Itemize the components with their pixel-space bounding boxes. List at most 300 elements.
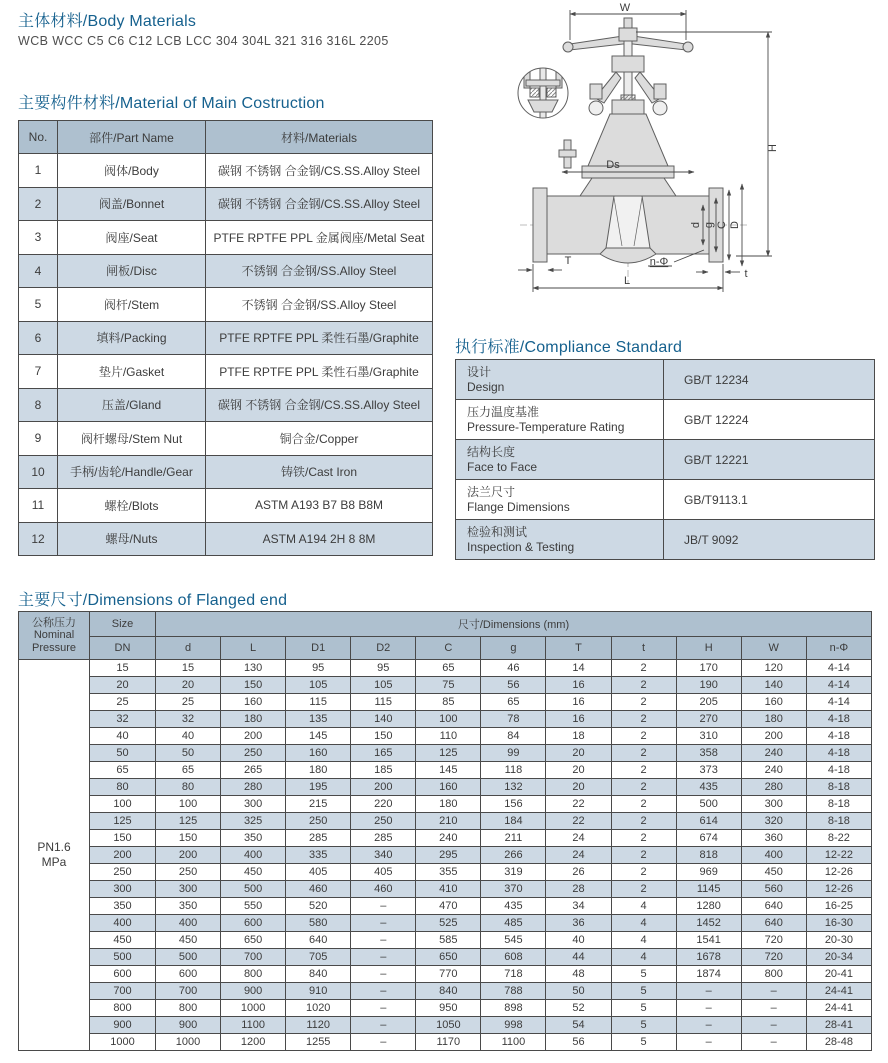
cell: 500	[221, 881, 286, 898]
cell: 319	[481, 864, 546, 881]
cell: 40	[90, 728, 156, 745]
cell: 65	[156, 762, 221, 779]
standard-label-en: Flange Dimensions	[467, 499, 570, 514]
cell: 65	[416, 660, 481, 677]
cell: 450	[90, 932, 156, 949]
cell: –	[741, 983, 806, 1000]
cell: 118	[481, 762, 546, 779]
dimension-row	[19, 660, 872, 677]
cell: 16	[546, 694, 611, 711]
dimension-row	[19, 711, 872, 728]
cell: PTFE RPTFE PPL 金属阀座/Metal Seat	[206, 221, 433, 255]
cell: 2	[611, 711, 676, 728]
cell: 4-18	[806, 728, 871, 745]
cell: –	[351, 1017, 416, 1034]
cell: 840	[286, 966, 351, 983]
part-row	[19, 522, 433, 556]
cell: 720	[741, 932, 806, 949]
cell: 2	[611, 830, 676, 847]
cell: 螺母/Nuts	[58, 522, 206, 556]
col-header-l: L	[221, 637, 286, 660]
cell: 95	[286, 660, 351, 677]
nominal-pressure-value: PN1.6 MPa	[19, 660, 90, 1051]
standard-label	[456, 440, 664, 480]
cell: 1145	[676, 881, 741, 898]
col-header-part-name: 部件/Part Name	[58, 121, 206, 154]
standard-label	[456, 480, 664, 520]
cell: 156	[481, 796, 546, 813]
cell: 阀杆螺母/Stem Nut	[58, 422, 206, 456]
table-header-row	[19, 121, 433, 154]
dimension-row	[19, 966, 872, 983]
cell: 75	[416, 677, 481, 694]
cell: 105	[286, 677, 351, 694]
cell: 4-14	[806, 677, 871, 694]
standard-label-cn: 法兰尺寸	[467, 484, 516, 499]
cell: 2	[611, 864, 676, 881]
cell: 2	[611, 779, 676, 796]
cell: 150	[90, 830, 156, 847]
cell: 100	[156, 796, 221, 813]
cell: 46	[481, 660, 546, 677]
cell: 12	[19, 522, 58, 556]
cell: 400	[741, 847, 806, 864]
cell: 700	[221, 949, 286, 966]
cell: –	[741, 1000, 806, 1017]
cell: 螺栓/Blots	[58, 489, 206, 523]
standard-row	[456, 480, 875, 520]
dim-label-l: L	[623, 275, 631, 287]
cell: 4	[611, 932, 676, 949]
cell: 100	[90, 796, 156, 813]
cell: –	[676, 1017, 741, 1034]
cell: 150	[221, 677, 286, 694]
cell: 20	[546, 745, 611, 762]
cell: 1050	[416, 1017, 481, 1034]
standard-label-cn: 检验和测试	[467, 524, 528, 539]
cell: 1541	[676, 932, 741, 949]
cell: 160	[286, 745, 351, 762]
cell: 200	[221, 728, 286, 745]
cell: 180	[221, 711, 286, 728]
standard-value: JB/T 9092	[664, 520, 875, 560]
cell: 640	[741, 915, 806, 932]
cell: 190	[676, 677, 741, 694]
cell: 800	[90, 1000, 156, 1017]
cell: 580	[286, 915, 351, 932]
cell: 24-41	[806, 1000, 871, 1017]
cell: 4	[611, 915, 676, 932]
dimensions-heading: 主要尺寸/Dimensions of Flanged end	[18, 592, 288, 609]
cell: 2	[611, 847, 676, 864]
dimension-row	[19, 881, 872, 898]
standard-row	[456, 520, 875, 560]
standard-label-cn: 压力温度基准	[467, 404, 540, 419]
col-header-dimensions-group: 尺寸/Dimensions (mm)	[156, 612, 872, 637]
standard-row	[456, 360, 875, 400]
cell: 8-18	[806, 779, 871, 796]
cell: 5	[611, 1017, 676, 1034]
cell: 5	[611, 966, 676, 983]
cell: 285	[286, 830, 351, 847]
cell: 8-22	[806, 830, 871, 847]
cell: 8-18	[806, 796, 871, 813]
cell: 10	[19, 455, 58, 489]
cell: 640	[741, 898, 806, 915]
cell: 4-14	[806, 694, 871, 711]
cell: 28	[546, 881, 611, 898]
cell: 不锈钢 合金钢/SS.Alloy Steel	[206, 288, 433, 322]
cell: 700	[156, 983, 221, 1000]
cell: 36	[546, 915, 611, 932]
dim-label-d-outer: D	[729, 221, 741, 229]
cell: 28-41	[806, 1017, 871, 1034]
cell: 2	[611, 881, 676, 898]
cell: 460	[351, 881, 416, 898]
cell: 840	[416, 983, 481, 1000]
cell: –	[351, 949, 416, 966]
cell: 压盖/Gland	[58, 388, 206, 422]
cell: 585	[416, 932, 481, 949]
dimension-row	[19, 949, 872, 966]
cell: 205	[676, 694, 741, 711]
standard-row	[456, 440, 875, 480]
cell: 2	[611, 728, 676, 745]
standard-label	[456, 360, 664, 400]
cell: 898	[481, 1000, 546, 1017]
table-header-row	[19, 612, 872, 637]
cell: 14	[546, 660, 611, 677]
cell: 20-41	[806, 966, 871, 983]
dim-label-g: g	[703, 221, 715, 229]
cell: 1200	[221, 1034, 286, 1051]
cell: 5	[611, 983, 676, 1000]
cell: 800	[156, 1000, 221, 1017]
cell: 78	[481, 711, 546, 728]
cell: 54	[546, 1017, 611, 1034]
cell: 34	[546, 898, 611, 915]
cell: 266	[481, 847, 546, 864]
detail-circle	[518, 66, 568, 120]
cell: 165	[351, 745, 416, 762]
dimension-row	[19, 1017, 872, 1034]
cell: –	[351, 932, 416, 949]
body-materials-heading: 主体材料/Body Materials	[18, 13, 197, 30]
cell: 16	[546, 711, 611, 728]
cell: 150	[351, 728, 416, 745]
cell: 12-26	[806, 864, 871, 881]
cell: 240	[741, 745, 806, 762]
cell: 99	[481, 745, 546, 762]
cell: 250	[156, 864, 221, 881]
cell: 11	[19, 489, 58, 523]
dimension-row	[19, 728, 872, 745]
cell: 135	[286, 711, 351, 728]
cell: 450	[741, 864, 806, 881]
col-header-nominal-pressure: 公称压力 Nominal Pressure	[19, 612, 90, 660]
cell: 130	[221, 660, 286, 677]
col-header-t-upper: T	[546, 637, 611, 660]
dimension-row	[19, 932, 872, 949]
cell: 80	[90, 779, 156, 796]
part-row	[19, 187, 433, 221]
cell: 295	[416, 847, 481, 864]
dimension-row	[19, 898, 872, 915]
cell: –	[741, 1017, 806, 1034]
cell: 950	[416, 1000, 481, 1017]
cell: 674	[676, 830, 741, 847]
cell: 270	[676, 711, 741, 728]
cell: 250	[286, 813, 351, 830]
standard-label-en: Face to Face	[467, 459, 538, 474]
cell: 20-34	[806, 949, 871, 966]
cell: 250	[90, 864, 156, 881]
cell: 1280	[676, 898, 741, 915]
cell: 335	[286, 847, 351, 864]
cell: 110	[416, 728, 481, 745]
cell: 100	[416, 711, 481, 728]
cell: 280	[221, 779, 286, 796]
cell: –	[351, 898, 416, 915]
cell: 211	[481, 830, 546, 847]
cell: 400	[221, 847, 286, 864]
cell: 340	[351, 847, 416, 864]
cell: 65	[481, 694, 546, 711]
cell: 818	[676, 847, 741, 864]
dim-label-d: d	[690, 221, 702, 229]
cell: 500	[676, 796, 741, 813]
cell: 250	[351, 813, 416, 830]
col-header-t-lower: t	[611, 637, 676, 660]
cell: 800	[221, 966, 286, 983]
cell: 50	[546, 983, 611, 1000]
standard-row	[456, 400, 875, 440]
cell: 300	[90, 881, 156, 898]
cell: 700	[90, 983, 156, 1000]
cell: 2	[611, 813, 676, 830]
col-header-h: H	[676, 637, 741, 660]
cell: 2	[611, 796, 676, 813]
cell: 1000	[156, 1034, 221, 1051]
cell: 24-41	[806, 983, 871, 1000]
standard-value: GB/T 12224	[664, 400, 875, 440]
valve-technical-drawing	[500, 0, 888, 315]
col-header-d: d	[156, 637, 221, 660]
cell: 215	[286, 796, 351, 813]
cell: 阀盖/Bonnet	[58, 187, 206, 221]
cell: 160	[741, 694, 806, 711]
cell: 9	[19, 422, 58, 456]
cell: 1452	[676, 915, 741, 932]
cell: 5	[611, 1000, 676, 1017]
cell: 1255	[286, 1034, 351, 1051]
cell: –	[351, 983, 416, 1000]
cell: 460	[286, 881, 351, 898]
standard-value: GB/T 12234	[664, 360, 875, 400]
cell: –	[676, 1034, 741, 1051]
cell: 405	[286, 864, 351, 881]
cell: 608	[481, 949, 546, 966]
cell: 4-18	[806, 745, 871, 762]
cell: 1170	[416, 1034, 481, 1051]
cell: 185	[351, 762, 416, 779]
cell: 220	[351, 796, 416, 813]
part-row	[19, 254, 433, 288]
cell: 3	[19, 221, 58, 255]
cell: 550	[221, 898, 286, 915]
dim-label-t-flange: T	[564, 255, 572, 267]
part-row	[19, 489, 433, 523]
standard-label	[456, 520, 664, 560]
cell: 969	[676, 864, 741, 881]
cell: 56	[481, 677, 546, 694]
cell: 240	[741, 762, 806, 779]
cell: 280	[741, 779, 806, 796]
cell: 50	[156, 745, 221, 762]
cell: 170	[676, 660, 741, 677]
cell: 520	[286, 898, 351, 915]
cell: 285	[351, 830, 416, 847]
cell: 400	[90, 915, 156, 932]
cell: 160	[221, 694, 286, 711]
cell: 115	[286, 694, 351, 711]
col-header-materials: 材料/Materials	[206, 121, 433, 154]
cell: 95	[351, 660, 416, 677]
cell: ASTM A193 B7 B8 B8M	[206, 489, 433, 523]
dimension-row	[19, 1034, 872, 1051]
standard-value: GB/T9113.1	[664, 480, 875, 520]
cell: 435	[481, 898, 546, 915]
dim-label-w: W	[619, 2, 631, 14]
cell: 300	[156, 881, 221, 898]
cell: 650	[221, 932, 286, 949]
dim-label-ds: Ds	[606, 159, 620, 171]
cell: 铸铁/Cast Iron	[206, 455, 433, 489]
cell: 5	[19, 288, 58, 322]
cell: 8	[19, 388, 58, 422]
flanged-end-dimensions-table	[18, 611, 872, 1051]
standard-label-cn: 设计	[467, 364, 492, 379]
cell: 26	[546, 864, 611, 881]
cell: 132	[481, 779, 546, 796]
cell: 1678	[676, 949, 741, 966]
cell: 500	[156, 949, 221, 966]
cell: 16-30	[806, 915, 871, 932]
cell: 1874	[676, 966, 741, 983]
cell: 阀体/Body	[58, 154, 206, 188]
cell: 2	[19, 187, 58, 221]
compliance-standard-table	[455, 359, 875, 560]
cell: 4	[19, 254, 58, 288]
cell: –	[351, 966, 416, 983]
cell: 8-18	[806, 813, 871, 830]
cell: 910	[286, 983, 351, 1000]
dimension-row	[19, 864, 872, 881]
part-row	[19, 321, 433, 355]
part-row	[19, 455, 433, 489]
cell: –	[351, 915, 416, 932]
col-header-n-phi: n-Φ	[806, 637, 871, 660]
cell: 500	[90, 949, 156, 966]
cell: 阀杆/Stem	[58, 288, 206, 322]
cell: 52	[546, 1000, 611, 1017]
cell: –	[351, 1000, 416, 1017]
dim-label-n-phi: n-Φ	[649, 256, 669, 268]
cell: 640	[286, 932, 351, 949]
dimension-row	[19, 847, 872, 864]
col-header-c: C	[416, 637, 481, 660]
cell: –	[741, 1034, 806, 1051]
cell: 1100	[481, 1034, 546, 1051]
cell: 2	[611, 660, 676, 677]
cell: 16-25	[806, 898, 871, 915]
cell: 15	[90, 660, 156, 677]
part-row	[19, 154, 433, 188]
cell: 20	[90, 677, 156, 694]
cell: 140	[741, 677, 806, 694]
cell: 12-22	[806, 847, 871, 864]
cell: 20	[156, 677, 221, 694]
cell: 4-18	[806, 711, 871, 728]
cell: 24	[546, 847, 611, 864]
cell: 485	[481, 915, 546, 932]
cell: 718	[481, 966, 546, 983]
cell: 1020	[286, 1000, 351, 1017]
cell: 16	[546, 677, 611, 694]
cell: 2	[611, 694, 676, 711]
cell: 614	[676, 813, 741, 830]
cell: 450	[221, 864, 286, 881]
cell: 470	[416, 898, 481, 915]
cell: 325	[221, 813, 286, 830]
cell: 125	[90, 813, 156, 830]
cell: 400	[156, 915, 221, 932]
cell: 25	[90, 694, 156, 711]
cell: 56	[546, 1034, 611, 1051]
cell: 180	[286, 762, 351, 779]
main-construction-table	[18, 120, 433, 556]
dimension-row	[19, 745, 872, 762]
col-header-d1: D1	[286, 637, 351, 660]
dimension-row	[19, 762, 872, 779]
col-header-g: g	[481, 637, 546, 660]
cell: 碳钢 不锈钢 合金钢/CS.SS.Alloy Steel	[206, 154, 433, 188]
standard-label	[456, 400, 664, 440]
cell: 145	[286, 728, 351, 745]
dimension-row	[19, 915, 872, 932]
col-header-w: W	[741, 637, 806, 660]
dim-label-t-plate: t	[744, 268, 748, 280]
cell: 900	[90, 1017, 156, 1034]
cell: –	[676, 983, 741, 1000]
dimension-row	[19, 677, 872, 694]
standard-label-en: Pressure-Temperature Rating	[467, 419, 625, 434]
cell: 48	[546, 966, 611, 983]
cell: 1120	[286, 1017, 351, 1034]
cell: 200	[351, 779, 416, 796]
dimension-row	[19, 779, 872, 796]
compliance-heading: 执行标准/Compliance Standard	[455, 339, 683, 356]
cell: 405	[351, 864, 416, 881]
cell: 800	[741, 966, 806, 983]
cell: 360	[741, 830, 806, 847]
cell: 320	[741, 813, 806, 830]
cell: 770	[416, 966, 481, 983]
cell: 105	[351, 677, 416, 694]
cell: 180	[741, 711, 806, 728]
cell: 560	[741, 881, 806, 898]
cell: 373	[676, 762, 741, 779]
